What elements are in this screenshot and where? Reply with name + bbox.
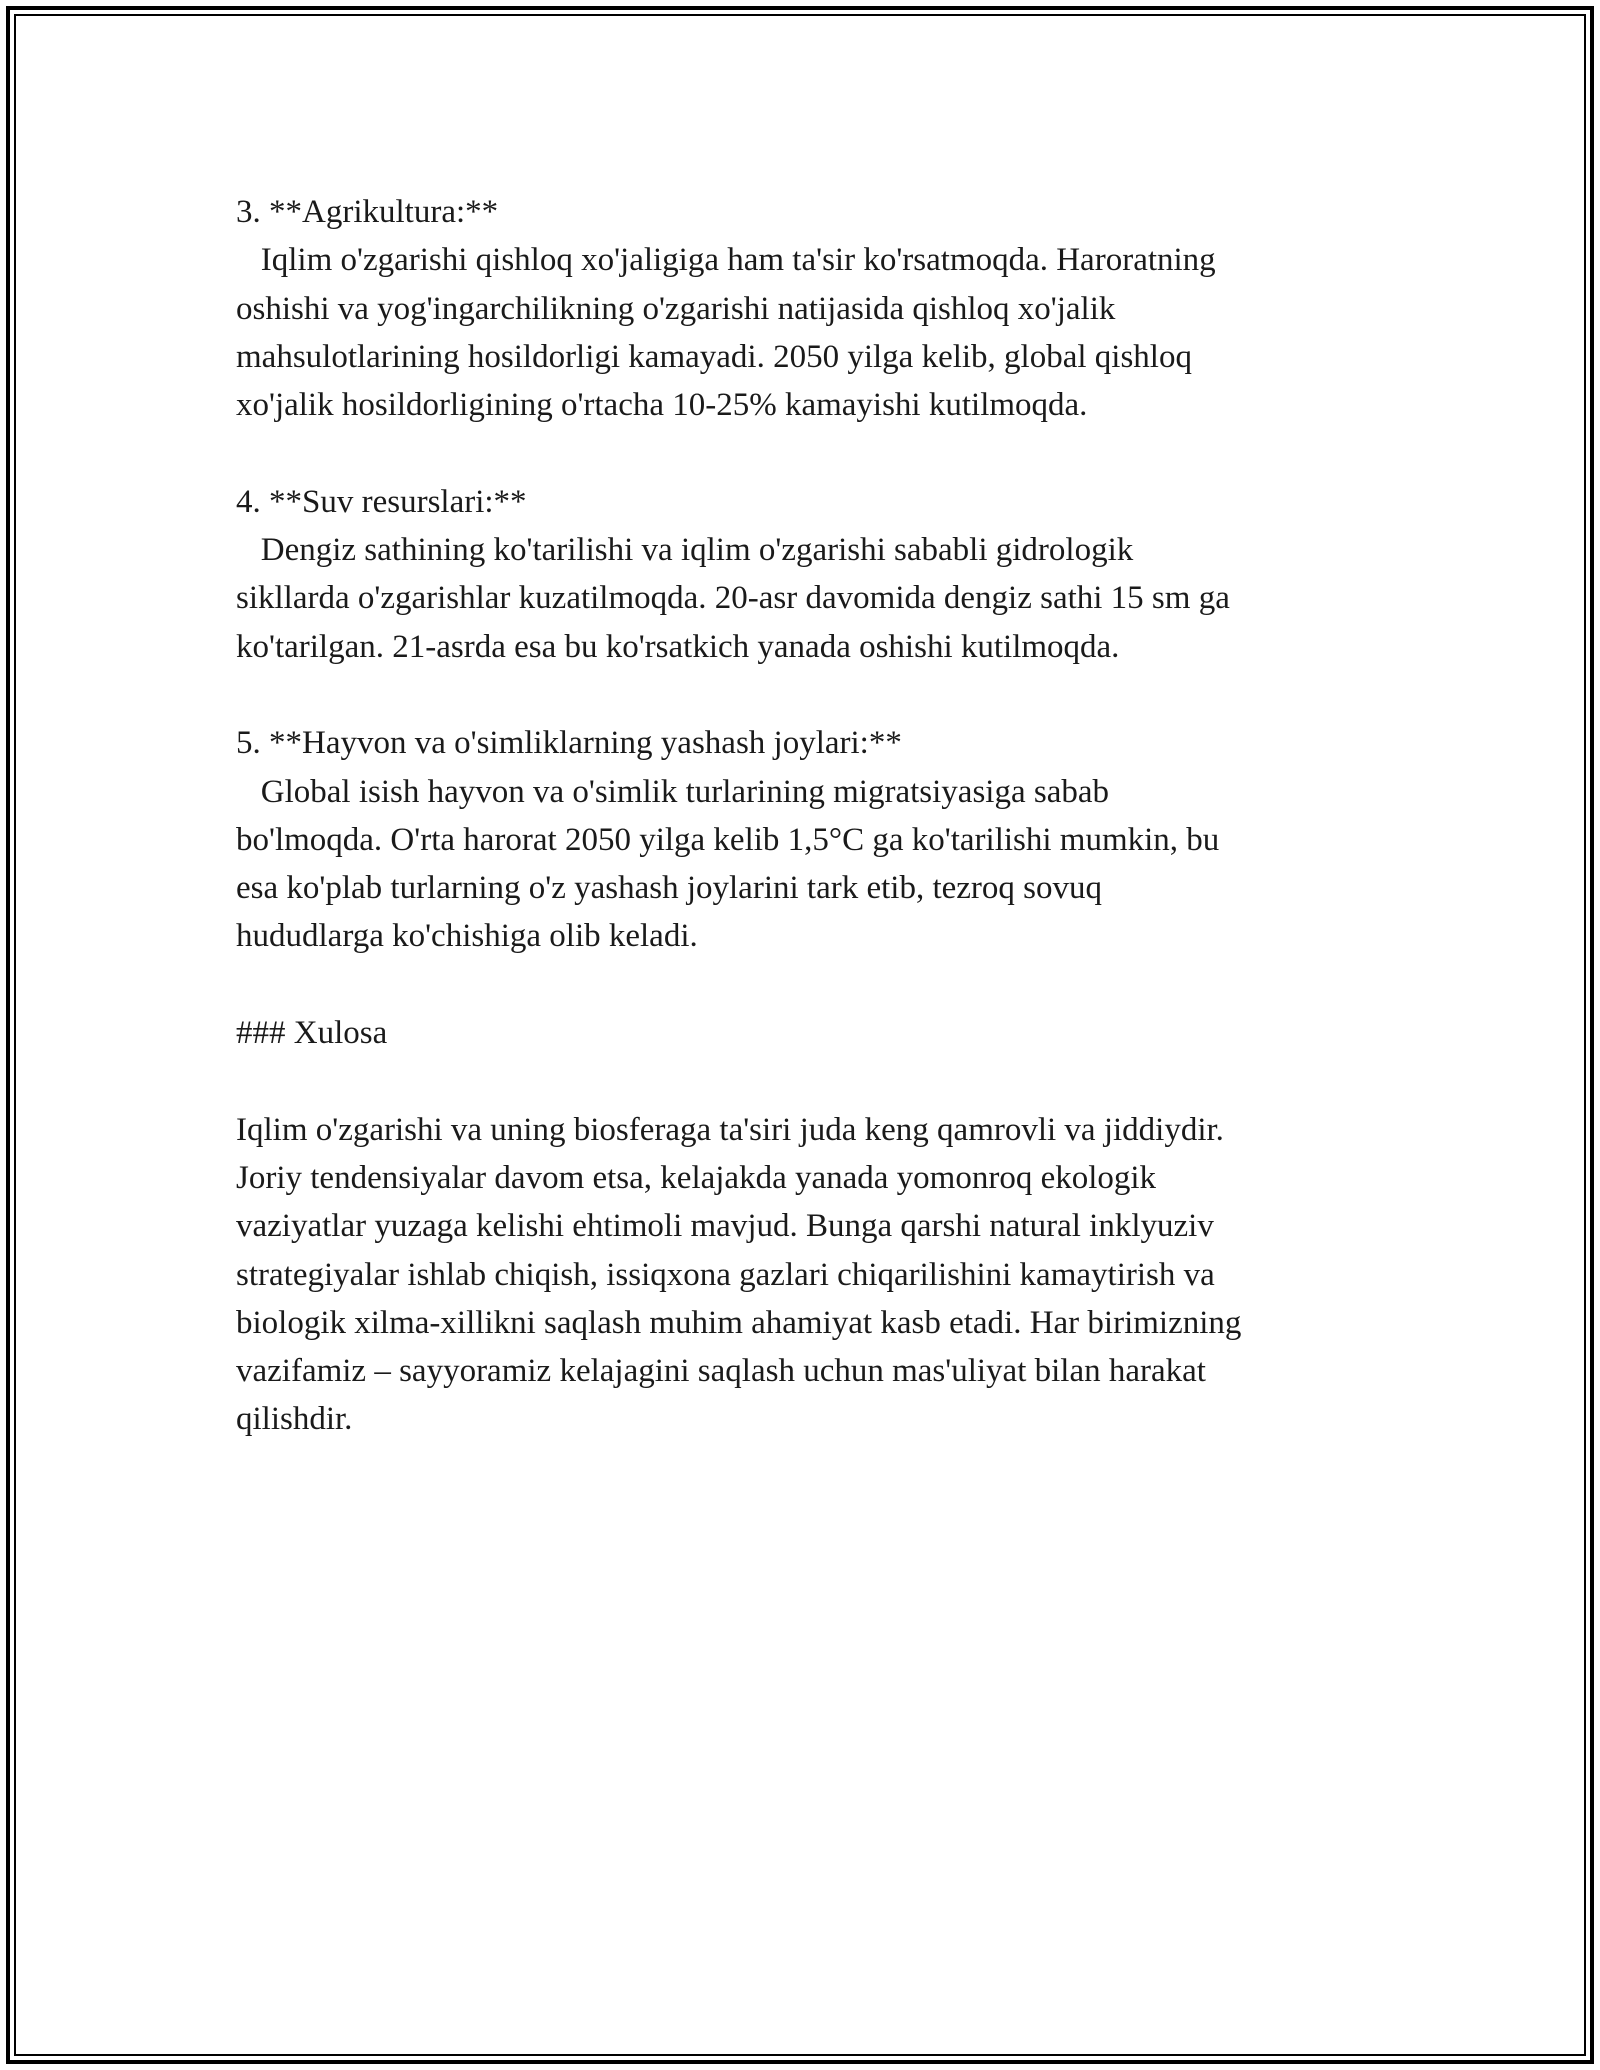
paragraph-line: bo'lmoqda. O'rta harorat 2050 yilga kelib 1,5°C ga ko'tarilishi mumkin, bu [236, 821, 1220, 858]
paragraph-line: Joriy tendensiyalar davom etsa, kelajakda yanada yomonroq ekologik [236, 1159, 1157, 1196]
paragraph-line: Global isish hayvon va o'simlik turlarining migratsiyasiga sabab [236, 773, 1109, 810]
section-agriculture [236, 188, 1396, 429]
blank-line [236, 671, 1396, 719]
section-heading: 4. **Suv resurslari:** [236, 483, 527, 520]
section-heading: 3. **Agrikultura:** [236, 194, 499, 230]
paragraph-line: biologik xilma-xillikni saqlash muhim ahamiyat kasb etadi. Har birimizning [236, 1304, 1242, 1341]
section-heading: 5. **Hayvon va o'simliklarning yashash joylari:** [236, 725, 902, 762]
paragraph-line: Iqlim o'zgarishi va uning biosferaga ta'siri juda keng qamrovli va jiddiydir. [236, 1111, 1224, 1148]
section-water-resources [236, 478, 1396, 671]
paragraph-line: oshishi va yog'ingarchilikning o'zgarishi natijasida qishloq xo'jalik [236, 290, 1116, 327]
conclusion-heading: ### Xulosa [236, 1015, 388, 1052]
paragraph-line: xo'jalik hosildorligining o'rtacha 10-25% kamayishi kutilmoqda. [236, 387, 1088, 424]
paragraph-line: qilishdir. [236, 1401, 353, 1438]
blank-line [236, 961, 1396, 1009]
paragraph-line: strategiyalar ishlab chiqish, issiqxona gazlari chiqarilishini kamaytirish va [236, 1256, 1215, 1293]
blank-line [236, 429, 1396, 477]
blank-line [236, 1057, 1396, 1105]
section-habitats [236, 719, 1396, 960]
paragraph-line: Iqlim o'zgarishi qishloq xo'jaligiga ham ta'sir ko'rsatmoqda. Haroratning [236, 242, 1216, 279]
paragraph-line: sikllarda o'zgarishlar kuzatilmoqda. 20-asr davomida dengiz sathi 15 sm ga [236, 580, 1230, 617]
paragraph-line: mahsulotlarining hosildorligi kamayadi. 2050 yilga kelib, global qishloq [236, 338, 1192, 375]
paragraph-line: vazifamiz – sayyoramiz kelajagini saqlash uchun mas'uliyat bilan harakat [236, 1353, 1206, 1390]
paragraph-line: vaziyatlar yuzaga kelishi ehtimoli mavjud. Bunga qarshi natural inklyuziv [236, 1208, 1214, 1245]
paragraph-line: Dengiz sathining ko'tarilishi va iqlim o'zgarishi sababli gidrologik [236, 532, 1134, 569]
section-conclusion [236, 1009, 1396, 1444]
paragraph-line: esa ko'plab turlarning o'z yashash joylarini tark etib, tezroq sovuq [236, 870, 1102, 907]
paragraph-line: ko'tarilgan. 21-asrda esa bu ko'rsatkich yanada oshishi kutilmoqda. [236, 628, 1120, 665]
paragraph-line: hududlarga ko'chishiga olib keladi. [236, 918, 698, 955]
document-body [236, 188, 1396, 1444]
